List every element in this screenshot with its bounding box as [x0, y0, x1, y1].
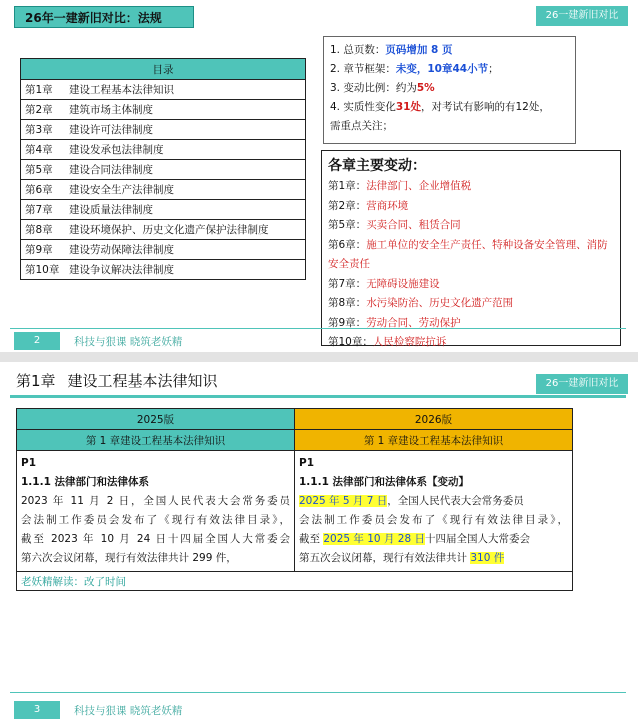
summary-box [323, 36, 576, 144]
toc-row [21, 220, 306, 240]
chapter-change-item: 第5章：买卖合同、租赁合同 [328, 219, 461, 231]
comparison-table [16, 408, 573, 591]
footer-divider [10, 328, 626, 329]
title-underline [10, 395, 626, 398]
summary-line-1: 1. 总页数：页码增加 8 页 [330, 44, 453, 56]
summary-line-2: 2. 章节框架：未变，10章44小节； [330, 63, 499, 75]
page-number: 2 [14, 332, 60, 350]
slide-title: 26年一建新旧对比：法规 [14, 6, 194, 28]
footer-brand: 科技与狠课 晓筑老妖精 [74, 705, 183, 717]
toc-chapter-name: 建设争议解决法律制度 [69, 264, 174, 276]
page-number: 3 [14, 701, 60, 719]
toc-chapter-name: 建设环境保护、历史文化遗产保护法律制度 [69, 224, 269, 236]
toc-chapter-number: 第10章 [25, 264, 60, 276]
summary-line-4: 4. 实质性变化31处，对考试有影响的有12处， [330, 101, 550, 113]
slide-1 [0, 0, 638, 352]
content-2025: P1 1.1.1 法律部门和法律体系 2023 年 11 月 2 日，全国人民代表大会常务委员 会法制工作委员会发布了《现行有效法律目录》， 截至 2023 年 10 月 24 日十四届全国人大常委会 第六次会议闭幕，现行有效法律共计 299 件， [17, 451, 295, 572]
toc-chapter-number: 第3章 [25, 124, 53, 136]
chapter-change-item: 第2章：营商环境 [328, 199, 409, 212]
summary-line-5: 需重点关注； [330, 120, 393, 132]
highlight-count: 310 件 [470, 552, 505, 564]
interpretation-note: 老妖精解读：改了时间 [17, 572, 573, 591]
toc-chapter-number: 第6章 [25, 184, 53, 196]
comparison-tag: 26一建新旧对比 [536, 6, 628, 26]
chapter-2026-header: 第 1 章建设工程基本法律知识 [295, 430, 573, 451]
highlight-date-2: 2025 年 10 月 28 日 [323, 533, 425, 545]
toc-row [21, 100, 306, 120]
footer-brand: 科技与狠课 晓筑老妖精 [74, 336, 183, 348]
toc-chapter-number: 第9章 [25, 244, 53, 256]
toc-row [21, 200, 306, 220]
chapter-change-item: 第9章：劳动合同、劳动保护 [328, 316, 461, 329]
toc-table [20, 58, 306, 280]
changes-title: 各章主要变动： [328, 158, 426, 174]
summary-line-3: 3. 变动比例：约为5% [330, 82, 435, 94]
toc-chapter-name: 建设安全生产法律制度 [69, 184, 174, 196]
toc-row [21, 80, 306, 100]
toc-chapter-name: 建设合同法律制度 [69, 164, 153, 176]
toc-header: 目录 [21, 59, 306, 80]
chapter-change-item: 第7章：无障碍设施建设 [328, 277, 440, 290]
slide-separator [0, 352, 638, 362]
chapter-title: 第1章 建设工程基本法律知识 [16, 372, 218, 390]
toc-chapter-number: 第5章 [25, 164, 53, 176]
version-2026-header: 2026版 [295, 409, 573, 430]
toc-row [21, 240, 306, 260]
toc-chapter-name: 建筑市场主体制度 [69, 104, 153, 116]
version-2025-header: 2025版 [17, 409, 295, 430]
content-2026: P1 1.1.1 法律部门和法律体系【变动】 2025 年 5 月 7 日，全国人民代表大会常务委员 会法制工作委员会发布了《现行有效法律目录》， 截至 2025 年 10 月 28 日十四届全国人大常委会 第五次会议闭幕，现行有效法律共计 310 件 [295, 451, 573, 572]
toc-chapter-number: 第8章 [25, 224, 53, 236]
toc-chapter-name: 建设发承包法律制度 [69, 144, 164, 156]
toc-chapter-name: 建设质量法律制度 [69, 204, 153, 216]
toc-row [21, 120, 306, 140]
chapter-change-item: 第10章：人民检察院抗诉 [328, 336, 447, 348]
highlight-date-1: 2025 年 5 月 7 日 [299, 495, 388, 507]
toc-row [21, 260, 306, 280]
toc-chapter-number: 第1章 [25, 84, 53, 96]
chapter-2025-header: 第 1 章建设工程基本法律知识 [17, 430, 295, 451]
toc-chapter-number: 第2章 [25, 104, 53, 116]
chapter-change-item: 第8章：水污染防治、历史文化遗产范围 [328, 297, 514, 309]
chapter-change-item: 第1章：法律部门、企业增值税 [328, 180, 472, 192]
comparison-tag: 26一建新旧对比 [536, 374, 628, 394]
chapter-changes-box [321, 150, 621, 346]
footer-divider [10, 692, 626, 693]
toc-row [21, 160, 306, 180]
toc-chapter-number: 第4章 [25, 144, 53, 156]
toc-chapter-name: 建设许可法律制度 [69, 124, 153, 136]
slide-2 [0, 362, 638, 728]
toc-chapter-number: 第7章 [25, 204, 53, 216]
toc-row [21, 180, 306, 200]
chapter-change-item: 第6章：施工单位的安全生产责任、特种设备安全管理、消防安全责任 [328, 238, 608, 270]
toc-row [21, 140, 306, 160]
toc-chapter-name: 建设工程基本法律知识 [69, 84, 174, 96]
toc-chapter-name: 建设劳动保障法律制度 [69, 244, 174, 256]
